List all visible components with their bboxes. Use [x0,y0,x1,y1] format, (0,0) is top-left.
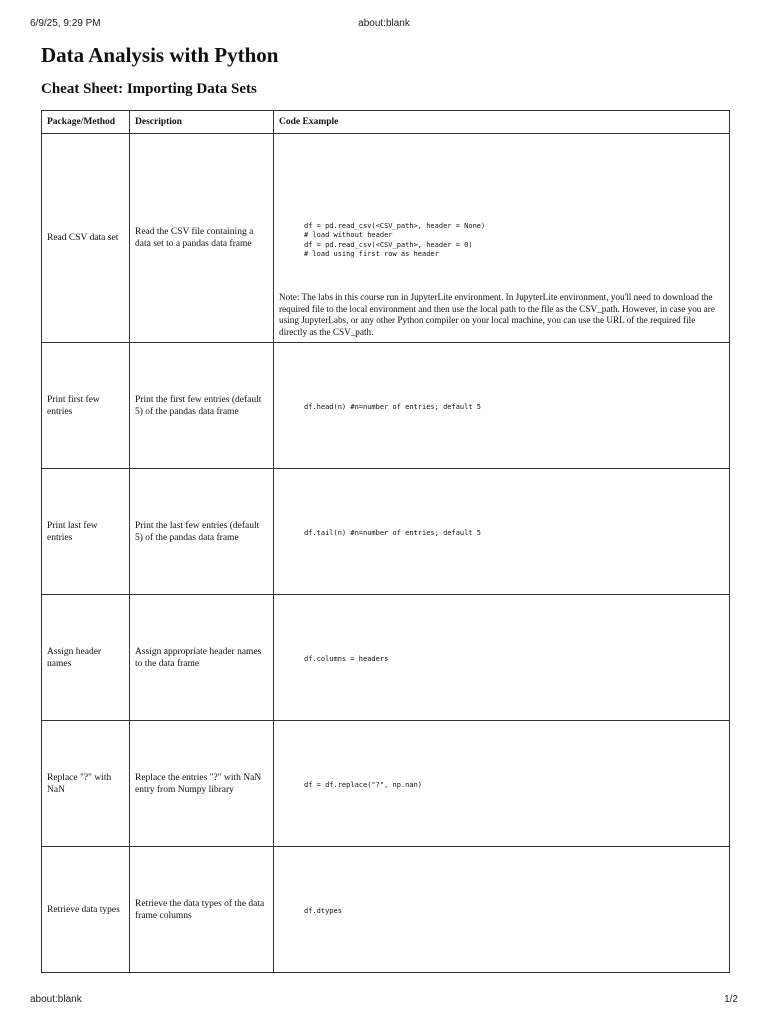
print-header [30,18,738,34]
column-header-code: Code Example [274,111,730,134]
method-cell: Print first few entries [42,343,130,469]
table-row [42,469,730,595]
table-row [42,343,730,469]
code-example: df.dtypes [304,907,342,916]
description-cell: Retrieve the data types of the data frame columns [130,847,274,973]
print-datetime: 6/9/25, 9:29 PM [30,18,101,29]
footer-url: about:blank [30,994,82,1005]
code-example: df.columns = headers [304,655,389,664]
table-row [42,595,730,721]
column-header-method: Package/Method [42,111,130,134]
description-cell: Assign appropriate header names to the data frame [130,595,274,721]
table-header-row [42,111,730,134]
description-cell: Read the CSV file containing a data set to a pandas data frame [130,134,274,343]
code-example: df = pd.read_csv(<CSV_path>, header = None) # load without header df = pd.read_csv(<CSV_path>, header = 0) # load using first row as header [304,221,486,258]
page-subtitle: Cheat Sheet: Importing Data Sets [41,81,257,97]
method-cell: Replace "?" with NaN [42,721,130,847]
code-cell [274,469,730,595]
description-cell: Print the last few entries (default 5) of the pandas data frame [130,469,274,595]
code-cell [274,595,730,721]
column-header-description: Description [130,111,274,134]
code-cell [274,847,730,973]
table-row [42,721,730,847]
method-cell: Print last few entries [42,469,130,595]
code-cell [274,343,730,469]
description-cell: Replace the entries "?" with NaN entry from Numpy library [130,721,274,847]
page-number: 1/2 [724,994,738,1005]
method-cell: Retrieve data types [42,847,130,973]
code-example: df = df.replace("?", np.nan) [304,781,423,790]
code-cell [274,134,730,343]
method-cell: Assign header names [42,595,130,721]
print-url: about:blank [358,18,410,29]
code-example: df.head(n) #n=number of entries; default 5 [304,403,482,412]
method-cell: Read CSV data set [42,134,130,343]
cheat-sheet-table [41,110,730,973]
description-cell: Print the first few entries (default 5) of the pandas data frame [130,343,274,469]
code-example: df.tail(n) #n=number of entries; default 5 [304,529,482,538]
environment-note: Note: The labs in this course run in JupyterLite environment. In JupyterLite environment, you'll need to download the required file to the local environment and then use the local path to the file as the CSV_path. However, in case you are using JupyterLabs, or any other Python compiler on your local machine, you can use the URL of the required file directly as the CSV_path. [279,292,715,337]
print-footer [30,994,738,1008]
page-title: Data Analysis with Python [41,43,279,67]
table-row [42,134,730,343]
table-row [42,847,730,973]
code-cell [274,721,730,847]
